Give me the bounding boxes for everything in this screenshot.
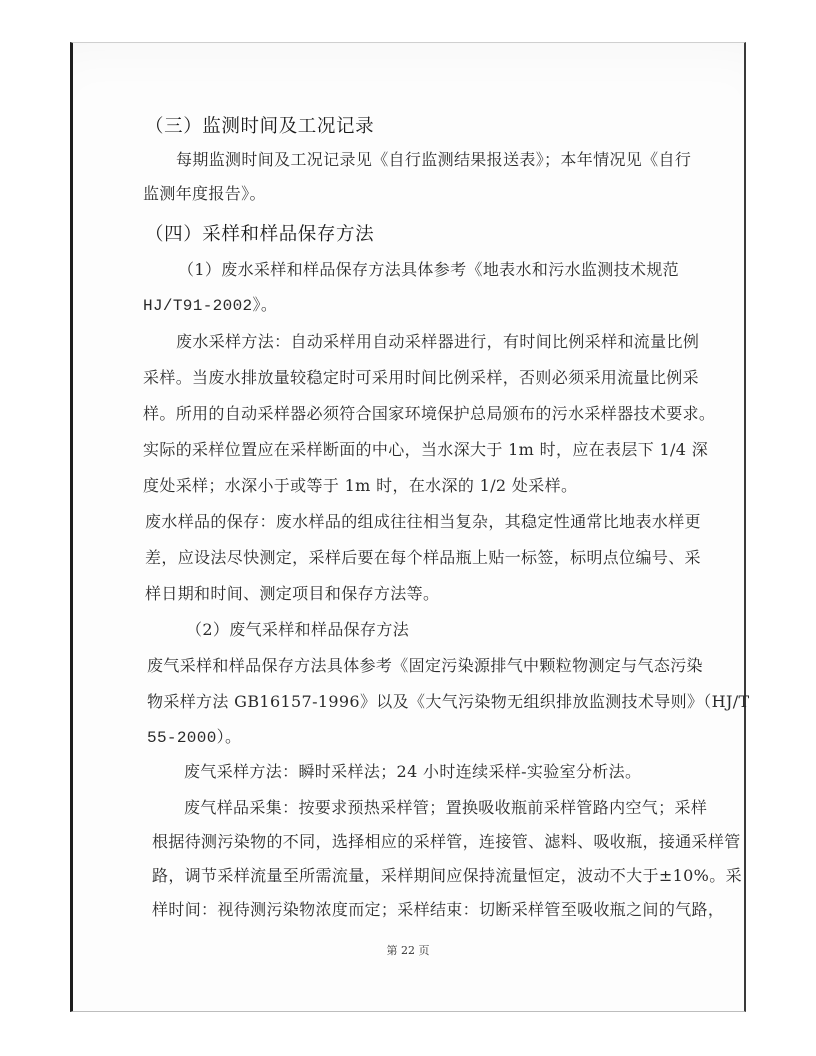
item-2-title: （2）废气采样和样品保存方法 bbox=[186, 620, 410, 639]
wastewater-storage-line-3: 样日期和时间、测定项目和保存方法等。 bbox=[145, 584, 440, 603]
gas-sampling-method: 废气采样方法：瞬时采样法；24 小时连续采样-实验室分析法。 bbox=[184, 762, 642, 781]
wastewater-storage-line-1: 废水样品的保存：废水样品的组成往往相当复杂，其稳定性通常比地表水样更 bbox=[145, 512, 701, 531]
section-4-heading: （四）采样和样品保存方法 bbox=[145, 224, 375, 245]
wastewater-method-line-3: 样。所用的自动采样器必须符合国家环境保护总局颁布的污水采样器技术要求。 bbox=[143, 404, 716, 423]
gas-collection-line-1: 废气样品采集：按要求预热采样管；置换吸收瓶前采样管路内空气；采样 bbox=[184, 798, 708, 817]
item-2-line-2: 物采样方法 GB16157-1996》以及《大气污染物无组织排放监测技术导则》（HJ/T bbox=[147, 692, 750, 711]
wastewater-method-line-1: 废水采样方法：自动采样用自动采样器进行，有时间比例采样和流量比例 bbox=[176, 332, 700, 351]
item-2-line-1: 废气采样和样品保存方法具体参考《固定污染源排气中颗粒物测定与气态污染 bbox=[147, 656, 703, 675]
gas-collection-line-3: 路，调节采样流量至所需流量，采样期间应保持流量恒定，波动不大于±10%。采 bbox=[152, 866, 742, 885]
gas-collection-line-4: 样时间：视待测污染物浓度而定；采样结束：切断采样管至吸收瓶之间的气路， bbox=[152, 900, 725, 919]
wastewater-storage-line-2: 差，应设法尽快测定，采样后要在每个样品瓶上贴一标签，标明点位编号、采 bbox=[145, 548, 701, 567]
item-2-line-3: 55-2000）。 bbox=[147, 729, 242, 747]
page-number: 第 22 页 bbox=[386, 944, 430, 957]
item-1-title-line-2: HJ/T91-2002》。 bbox=[143, 297, 278, 315]
section-3-heading: （三）监测时间及工况记录 bbox=[145, 116, 375, 137]
gas-collection-line-2: 根据待测污染物的不同，选择相应的采样管，连接管、滤料、吸收瓶，接通采样管 bbox=[152, 832, 741, 851]
section-3-paragraph-line-2: 监测年度报告》。 bbox=[143, 184, 266, 203]
wastewater-method-line-2: 采样。当废水排放量较稳定时可采用时间比例采样，否则必须采用流量比例采 bbox=[143, 368, 699, 387]
wastewater-method-line-4: 实际的采样位置应在采样断面的中心，当水深大于 1m 时，应在表层下 1/4 深 bbox=[143, 440, 709, 459]
wastewater-method-line-5: 度处采样；水深小于或等于 1m 时，在水深的 1/2 处采样。 bbox=[143, 476, 578, 495]
section-3-paragraph-line-1: 每期监测时间及工况记录见《自行监测结果报送表》；本年情况见《自行 bbox=[176, 150, 692, 169]
item-1-title-line-1: （1）废水采样和样品保存方法具体参考《地表水和污水监测技术规范 bbox=[178, 260, 680, 279]
